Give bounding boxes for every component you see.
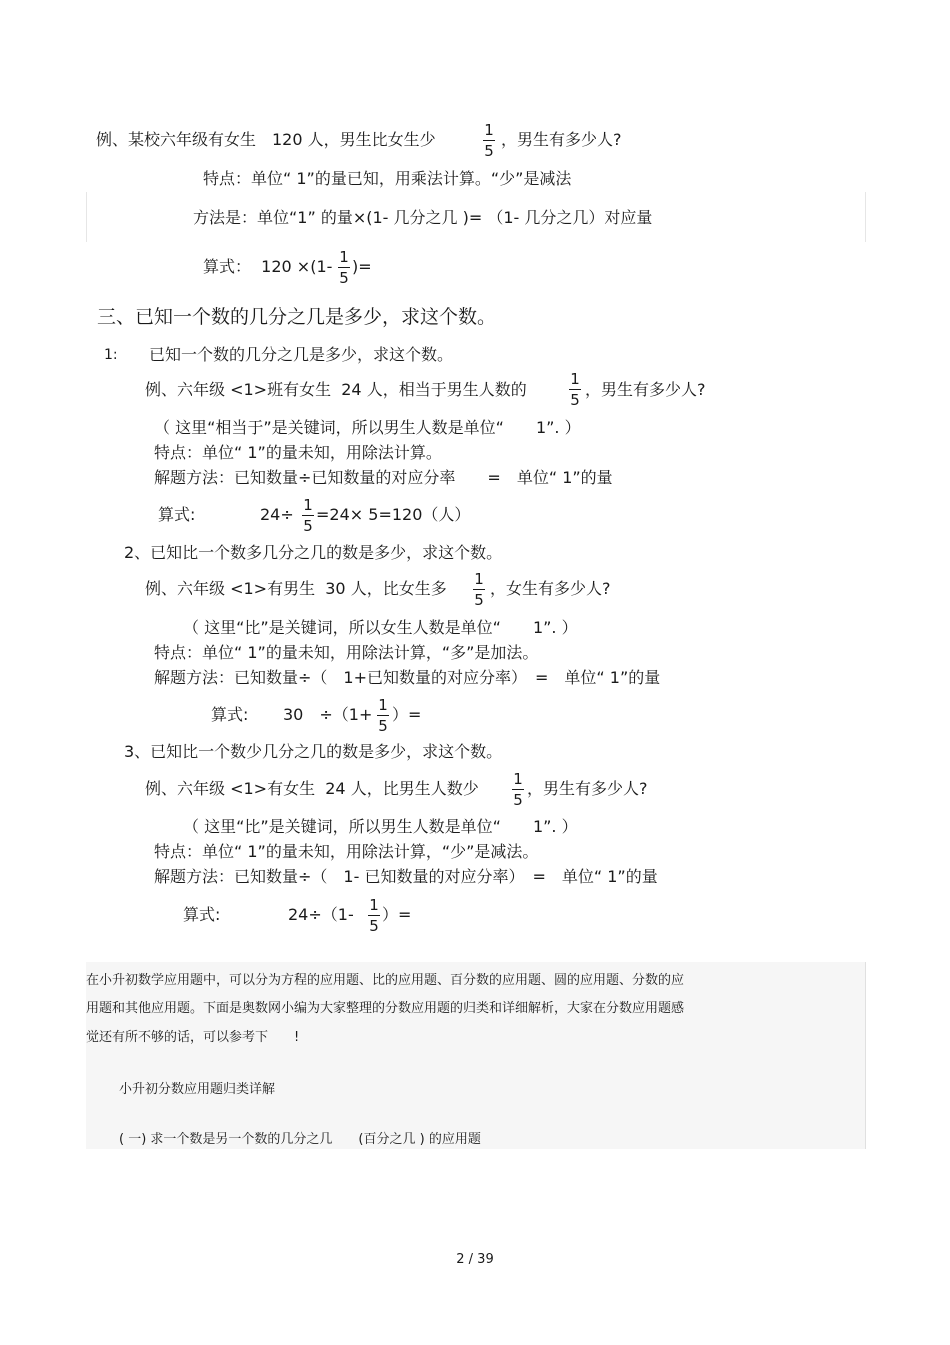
sub2-formula-label: 算式: xyxy=(211,705,249,724)
sub1-example-tail: ，男生有多少人? xyxy=(585,380,706,399)
fraction-bar xyxy=(377,715,389,716)
numerator: 1 xyxy=(474,570,484,588)
sub2-example: 例、六年级 <1>有男生 30 人，比女生多 xyxy=(145,579,447,598)
fraction-one-fifth xyxy=(510,770,526,809)
example-text: 例、某校六年级有女生 120 人，男生比女生少 xyxy=(96,130,436,149)
sub3-note: （ 这里“比”是关键词，所以男生人数是单位“ 1”. ） xyxy=(183,817,578,836)
sub1-number: 1: xyxy=(104,347,118,363)
fraction-bar xyxy=(368,915,380,916)
sub2-method: 解题方法：已知数量÷（ 1+已知数量的对应分率） = 单位“ 1”的量 xyxy=(154,668,661,687)
sub1-formula-label: 算式: xyxy=(158,505,196,524)
numerator: 1 xyxy=(369,896,379,914)
sub3-formula: 24÷（1- xyxy=(288,905,354,924)
sub1-feature: 特点：单位“ 1”的量未知，用除法计算。 xyxy=(154,443,442,462)
fraction-bar xyxy=(473,589,485,590)
fraction-one-fifth xyxy=(336,248,352,287)
fraction-bar xyxy=(512,789,524,790)
fraction-bar xyxy=(569,389,581,390)
fraction-one-fifth xyxy=(300,496,316,535)
page-number: 2 / 39 xyxy=(456,1252,494,1267)
sub1-formula: 24÷ xyxy=(260,505,294,524)
intro-subtitle: 小升初分数应用题归类详解 xyxy=(119,1082,276,1097)
sub3-formula-tail: ）= xyxy=(382,905,412,924)
sub2-feature: 特点：单位“ 1”的量未知，用除法计算，“多”是加法。 xyxy=(154,643,539,662)
fraction-one-fifth xyxy=(366,896,382,935)
fraction-one-fifth xyxy=(471,570,487,609)
denominator: 5 xyxy=(303,517,313,535)
fraction-one-fifth xyxy=(567,370,583,409)
sub2-formula: 30 ÷（1+ xyxy=(283,705,373,724)
numerator: 1 xyxy=(513,770,523,788)
sub3-formula-label: 算式: xyxy=(183,905,221,924)
intro-line-2: 用题和其他应用题。下面是奥数网小编为大家整理的分数应用题的归类和详细解析，大家在分数应用题感 xyxy=(86,1001,685,1016)
denominator: 5 xyxy=(339,269,349,287)
section-heading: 三、已知一个数的几分之几是多少，求这个数。 xyxy=(97,306,497,328)
sub1-title: 已知一个数的几分之几是多少，求这个数。 xyxy=(149,345,454,364)
fraction-one-fifth xyxy=(481,121,497,160)
numerator: 1 xyxy=(570,370,580,388)
denominator: 5 xyxy=(474,591,484,609)
method-text: 方法是：单位“1” 的量×(1- 几分之几 )= （1- 几分之几）对应量 xyxy=(193,208,653,227)
sub1-example: 例、六年级 <1>班有女生 24 人，相当于男生人数的 xyxy=(145,380,527,399)
intro-line-1: 在小升初数学应用题中，可以分为方程的应用题、比的应用题、百分数的应用题、圆的应用题、分数的应 xyxy=(86,973,685,988)
sub2-formula-tail: ）= xyxy=(392,705,422,724)
numerator: 1 xyxy=(303,496,313,514)
denominator: 5 xyxy=(570,391,580,409)
sub3-example: 例、六年级 <1>有女生 24 人，比男生人数少 xyxy=(145,779,479,798)
formula-text: 算式： 120 ×(1- xyxy=(203,257,333,276)
denominator: 5 xyxy=(378,717,388,735)
sub2-title: 2、已知比一个数多几分之几的数是多少，求这个数。 xyxy=(124,543,503,562)
fraction-one-fifth xyxy=(375,696,391,735)
sub1-formula-tail: =24× 5=120（人） xyxy=(316,505,471,524)
example-tail: ，男生有多少人? xyxy=(501,130,622,149)
sub3-method: 解题方法：已知数量÷（ 1- 已知数量的对应分率） = 单位“ 1”的量 xyxy=(154,867,658,886)
numerator: 1 xyxy=(339,248,349,266)
numerator: 1 xyxy=(378,696,388,714)
right-divider xyxy=(865,192,866,242)
intro-line-3: 觉还有所不够的话，可以参考下 ! xyxy=(86,1030,300,1045)
fraction-bar xyxy=(483,140,495,141)
sub3-feature: 特点：单位“ 1”的量未知，用除法计算，“少”是减法。 xyxy=(154,842,539,861)
fraction-bar xyxy=(338,267,350,268)
denominator: 5 xyxy=(369,917,379,935)
feature-text: 特点：单位“ 1”的量已知，用乘法计算。“少”是减法 xyxy=(203,169,572,188)
denominator: 5 xyxy=(513,791,523,809)
numerator: 1 xyxy=(484,121,494,139)
intro-item-1: ( 一) 求一个数是另一个数的几分之几 (百分之几 ) 的应用题 xyxy=(119,1132,481,1147)
sub2-example-tail: ，女生有多少人? xyxy=(490,579,611,598)
sub1-method: 解题方法：已知数量÷已知数量的对应分率 = 单位“ 1”的量 xyxy=(154,468,613,487)
formula-tail: )= xyxy=(352,257,372,276)
sub3-example-tail: ，男生有多少人? xyxy=(527,779,648,798)
fraction-bar xyxy=(302,515,314,516)
denominator: 5 xyxy=(484,142,494,160)
intro-box xyxy=(86,962,866,1149)
sub2-note: （ 这里“比”是关键词，所以女生人数是单位“ 1”. ） xyxy=(183,618,578,637)
left-divider xyxy=(86,192,87,242)
sub1-note: （ 这里“相当于”是关键词，所以男生人数是单位“ 1”. ） xyxy=(154,418,581,437)
sub3-title: 3、已知比一个数少几分之几的数是多少，求这个数。 xyxy=(124,742,503,761)
